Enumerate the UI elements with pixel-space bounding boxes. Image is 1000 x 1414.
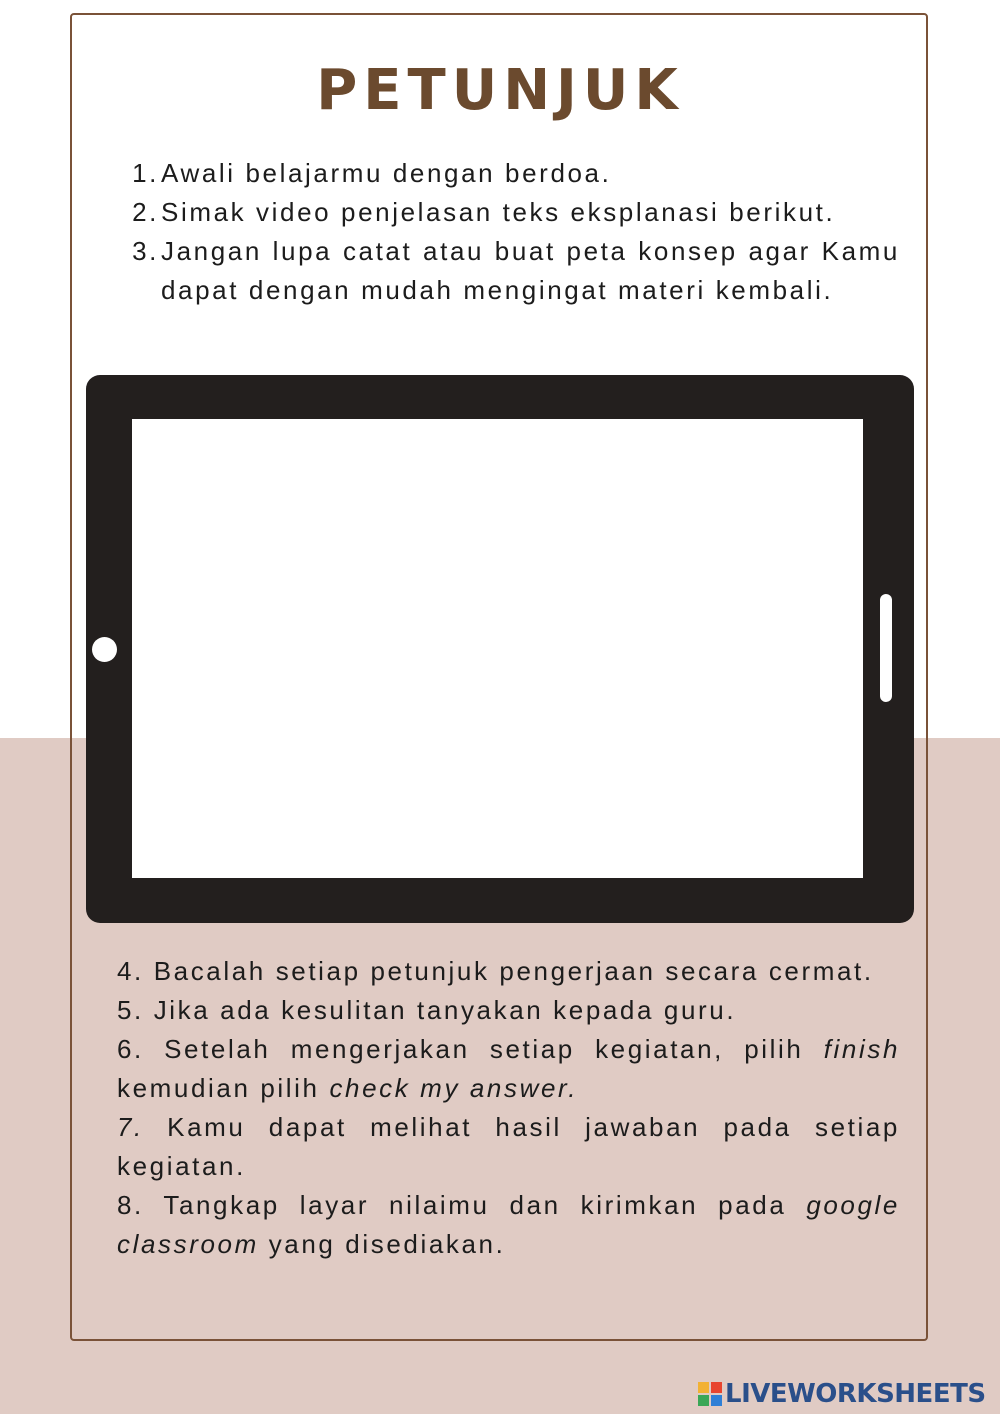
- page-title: PETUNJUK: [316, 58, 684, 123]
- list-item-number: 1.: [132, 158, 159, 188]
- list-item-8: [117, 1186, 900, 1264]
- instructions-list-top: [125, 154, 900, 310]
- list-item-6: [117, 1030, 900, 1108]
- list-item-5: 5. Jika ada kesulitan tanyakan kepada guru.: [117, 995, 737, 1025]
- list-item-7: [117, 1108, 900, 1186]
- list-item: [125, 154, 900, 193]
- tablet-video-frame: [86, 375, 914, 923]
- list-item-number: 3.: [132, 236, 159, 266]
- list-item-text: Jangan lupa catat atau buat peta konsep agar Kamu dapat dengan mudah mengingat materi kembali.: [161, 236, 900, 305]
- list-item-4: 4. Bacalah setiap petunjuk pengerjaan secara cermat.: [117, 956, 874, 986]
- list-item-7-number: 7.: [117, 1112, 144, 1142]
- list-item-6-text-cont: kemudian pilih: [117, 1073, 330, 1103]
- finish-term: finish: [823, 1034, 900, 1064]
- list-item-7-text: Kamu dapat melihat hasil jawaban pada setiap kegiatan.: [117, 1112, 900, 1181]
- list-item: [125, 232, 900, 310]
- watermark-text: LIVEWORKSHEETS: [725, 1379, 986, 1409]
- google-classroom-term: google classroom: [117, 1190, 900, 1259]
- list-item-number: 2.: [132, 197, 159, 227]
- side-button-icon: [880, 594, 892, 702]
- liveworksheets-logo-icon: [698, 1382, 722, 1406]
- instructions-list-bottom: [117, 952, 900, 1264]
- list-item-6-text: 6. Setelah mengerjakan setiap kegiatan, pilih: [117, 1034, 824, 1064]
- check-my-answer-term: check my answer.: [329, 1073, 579, 1103]
- liveworksheets-watermark[interactable]: [698, 1378, 986, 1410]
- list-item: [125, 193, 900, 232]
- camera-dot-icon: [92, 637, 117, 662]
- list-item-8-text: 8. Tangkap layar nilaimu dan kirimkan pada: [117, 1190, 807, 1220]
- video-embed-area[interactable]: [132, 419, 863, 878]
- list-item-8-text-cont: yang disediakan.: [258, 1229, 506, 1259]
- list-item-text: Simak video penjelasan teks eksplanasi berikut.: [161, 197, 836, 227]
- list-item-text: Awali belajarmu dengan berdoa.: [161, 158, 612, 188]
